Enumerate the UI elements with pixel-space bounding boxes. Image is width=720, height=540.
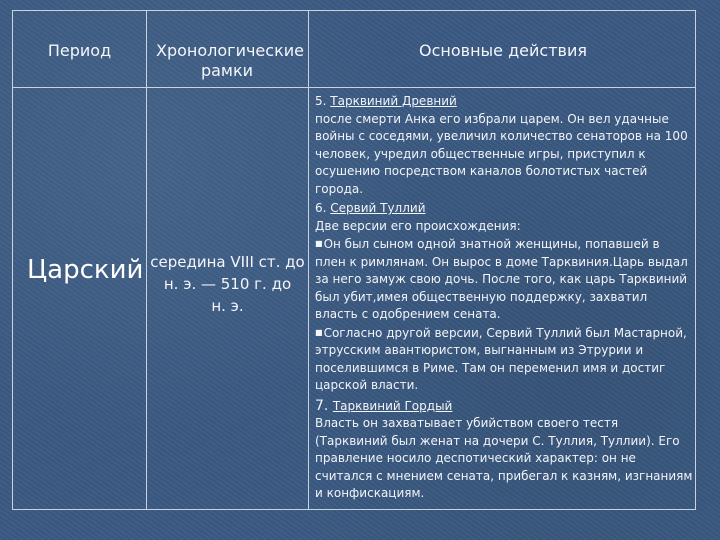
header-divider [13, 87, 695, 88]
king-5-name: Тарквиний Древний [330, 94, 457, 108]
bullet-icon: ■ [315, 239, 323, 248]
king-6-version-2: ■Согласно другой версии, Сервий Туллий был Мастарной, этрусским авантюристом, выгнанным из Этрурии и поселившимся в Риме. Там он переменил имя и достиг царской власти. [315, 325, 687, 392]
king-6-version-1: ■Он был сыном одной знатной женщины, попавшей в плен к римлянам. Он вырос в доме Тарквиния.Царь выдал за него замуж свою дочь. После того, как царь Тарквиний был убит,имея общественную поддержку, захватил власть с одобрением сената. [315, 237, 688, 321]
king-7-text: Власть он захватывает убийством своего тестя (Тарквиний был женат на дочери С. Туллия, Туллии). Его правление носило деспотический характер: он не считался с мнением сената, прибегал к казням, изгнаниям и конфискациям. [315, 416, 693, 500]
king-5-heading: 5. Тарквиний Древний [315, 94, 457, 108]
header-period: Период [47, 41, 112, 60]
king-7-heading: 7. Тарквиний Гордый [315, 397, 453, 414]
period-name: Царский [27, 255, 144, 285]
header-actions: Основные действия [419, 41, 587, 60]
bullet-icon: ■ [315, 327, 323, 337]
king-6-intro: Две версии его происхождения: [315, 218, 521, 233]
dates-line: н. э. [211, 297, 244, 315]
header-chronology: Хронологические рамки [156, 41, 304, 80]
king-6-name: Сервий Туллий [330, 201, 426, 215]
chronology-dates [147, 251, 308, 317]
actions-cell [315, 93, 693, 503]
king-7-name: Тарквиний Гордый [332, 398, 453, 413]
column-divider [308, 11, 309, 509]
dates-line: н. э. — 510 г. до [163, 275, 292, 293]
king-5-text: после смерти Анка его избрали царем. Он вел удачные войны с соседями, увеличил количество сенаторов на 100 человек, учредил общественные игры, приступил к осушению посредством каналов болотистых частей города. [315, 111, 688, 196]
dates-line: середина VIII ст. до [150, 253, 305, 271]
history-table [12, 10, 696, 510]
king-6-heading: 6. Сервий Туллий [315, 201, 426, 215]
